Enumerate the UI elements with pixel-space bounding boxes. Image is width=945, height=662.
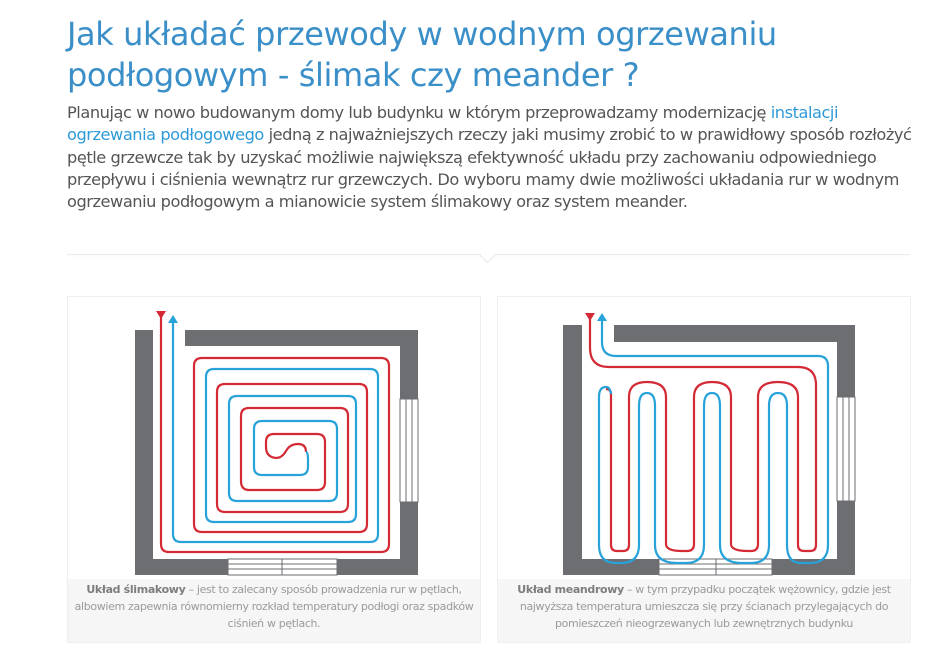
meander-diagram <box>498 297 910 579</box>
divider-notch <box>480 248 496 264</box>
spiral-caption <box>72 581 476 632</box>
window-bottom <box>659 559 772 575</box>
figure-spiral <box>67 296 481 643</box>
intro-paragraph <box>67 102 917 213</box>
caption-title: Układ ślimakowy <box>86 583 186 596</box>
meander-caption <box>502 581 906 632</box>
figure-meander <box>497 296 911 643</box>
caption-text: – w tym przypadku początek wężownicy, gdzie jest najwyższa temperatura umieszcza się przy ścianach przylegających do pomieszczeń nieogrzewanych lub zewnętrznych budynku <box>519 583 891 630</box>
window-bottom <box>228 559 337 575</box>
floor-heating-link[interactable]: instalacji ogrzewania podłogowego <box>67 103 839 145</box>
caption-text: – jest to zalecany sposób prowadzenia rur w pętlach, albowiem zapewnia równomierny rozkład temperatury podłogi oraz spadków ciśnień w pętlach. <box>74 583 474 630</box>
caption-title: Układ meandrowy <box>517 583 624 596</box>
intro-text-start: Planując w nowo budowanym domy lub budynku w którym przeprowadzamy modernizację <box>67 103 771 122</box>
window-right <box>837 397 855 501</box>
page-title: Jak układać przewody w wodnym ogrzewaniu podłogowym - ślimak czy meander ? <box>67 15 777 94</box>
intro-text-end: jedną z najważniejszych rzeczy jaki musimy zrobić to w prawidłowy sposób rozłożyć pętle grzewcze tak by uzyskać możliwie największą efektywność układu przy zachowaniu odpowiedniego przepływu i ciśnienia wewnątrz rur grzewczych. Do wyboru mamy dwie możliwości układania rur w wodnym ogrzewaniu podłogowym a mianowicie system ślimakowy oraz system meander. <box>67 125 912 212</box>
window-right <box>400 399 418 502</box>
spiral-diagram <box>68 297 480 579</box>
